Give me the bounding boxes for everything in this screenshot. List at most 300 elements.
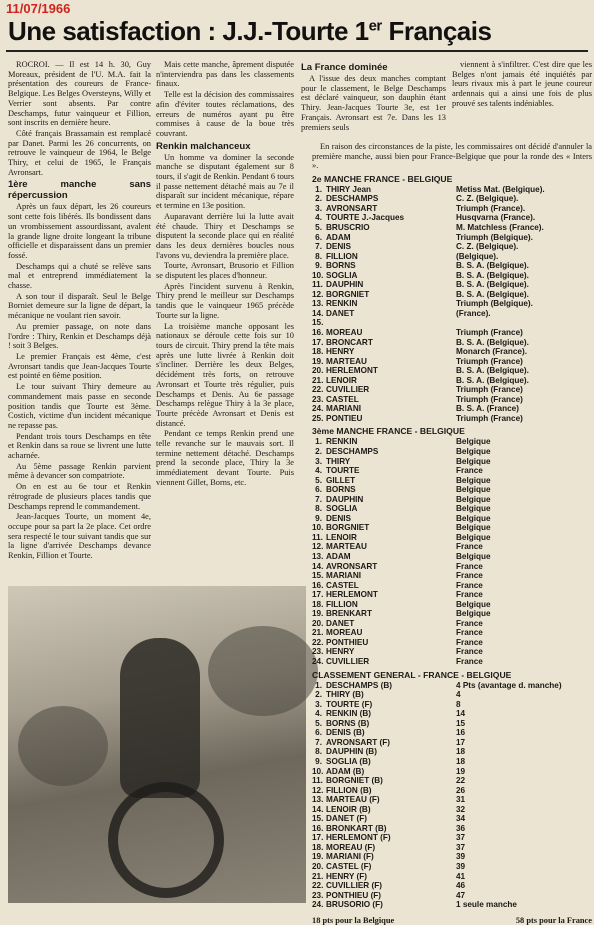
result-detail: M. Matchless (France). bbox=[456, 222, 544, 232]
result-name: MOREAU (F) bbox=[326, 842, 376, 852]
result-row bbox=[312, 299, 592, 309]
result-rank: 20. bbox=[312, 366, 324, 376]
result-row bbox=[312, 185, 592, 195]
result-row bbox=[312, 891, 592, 901]
result-name: PONTHIEU (F) bbox=[326, 890, 382, 900]
result-name: DESCHAMPS bbox=[326, 194, 379, 204]
result-detail: France bbox=[456, 580, 483, 590]
paragraph: Un homme va dominer la seconde manche se disputant également sur 8 tours, il s'agit de Renkin. Pendant 6 tours il passe nettement détaché mais au 7e il disparaît sur incident mécanique, répare et termine en 13e position. bbox=[156, 152, 294, 211]
headline-rule bbox=[6, 50, 588, 52]
race-photo bbox=[8, 586, 306, 903]
results-box bbox=[312, 142, 592, 925]
result-rank: 20. bbox=[312, 618, 324, 628]
result-detail: B. S. A. (Belgique). bbox=[456, 366, 529, 376]
result-rank: 7. bbox=[315, 494, 322, 504]
result-rank: 1. bbox=[315, 184, 322, 194]
result-row bbox=[312, 786, 592, 796]
result-row bbox=[312, 414, 592, 424]
result-row bbox=[312, 647, 592, 657]
result-detail: France bbox=[456, 637, 483, 647]
result-row bbox=[312, 404, 592, 414]
result-rank: 2. bbox=[315, 690, 322, 700]
result-detail: B. S. A. (Belgique). bbox=[456, 337, 529, 347]
result-rank: 22. bbox=[312, 385, 324, 395]
motorcycle-wheel-shape bbox=[108, 782, 224, 898]
result-detail: Belgique bbox=[456, 447, 491, 456]
result-rank: 25. bbox=[312, 413, 324, 423]
result-name: BORNS bbox=[326, 485, 356, 495]
result-detail: (Belgique). bbox=[456, 251, 499, 261]
paragraph: Au premier passage, on note dans l'ordre : Thiry, Renkin et Deschamps déjà ! soit 3 Belges. bbox=[8, 321, 151, 351]
result-row bbox=[312, 466, 592, 476]
paragraph: A son tour il disparaît. Seul le Belge Borniet demeure sur la ligne de départ, la mécanique ne voulant rien savoir. bbox=[8, 291, 151, 321]
result-name: MARTEAU bbox=[326, 542, 367, 552]
article-column-2 bbox=[156, 60, 294, 555]
result-name: TOURTE J.-Jacques bbox=[326, 213, 405, 223]
paragraph: A l'issue des deux manches comptant pour le classement, le Belge Deschamps est déclaré vainqueur, son dauphin étant Thiry. Jean-Jacques Tourte 3e, est 1er Français. Avronsart est 7e. Dans les 13 premiers seuls bbox=[301, 74, 446, 132]
result-rank: 13. bbox=[312, 299, 324, 309]
result-detail: Belgique bbox=[456, 599, 491, 609]
result-detail: 17 bbox=[456, 737, 466, 747]
result-row bbox=[312, 814, 592, 824]
result-name: MARIANI bbox=[326, 404, 362, 414]
paragraph: Mais cette manche, âprement disputée n'interviendra pas dans les classements finaux. bbox=[156, 60, 294, 89]
result-rank: 24. bbox=[312, 404, 324, 414]
result-row bbox=[312, 318, 592, 328]
result-name: ADAM bbox=[326, 552, 351, 562]
result-rank: 19. bbox=[312, 609, 324, 619]
result-row bbox=[312, 271, 592, 281]
result-rank: 5. bbox=[315, 222, 322, 232]
result-detail bbox=[456, 318, 592, 328]
paragraph: Après un faux départ, les 26 coureurs sont cette fois libérés. Ils bondissent dans un vrombissement assourdissant, avalent la grande ligne droite longeant la tribune officielle et disparaissent dans un premier fossé. bbox=[8, 202, 151, 260]
result-row bbox=[312, 581, 592, 591]
result-name: THIRY Jean bbox=[326, 184, 372, 194]
result-detail: 4 Pts (avantage d. manche) bbox=[456, 680, 562, 690]
result-name: MOREAU bbox=[326, 327, 363, 337]
result-row bbox=[312, 204, 592, 214]
paragraph: Après l'incident survenu à Renkin, Thiry prend le meilleur sur Deschamps tandis que le vainqueur 1965 précède Tourte sur la ligne. bbox=[156, 281, 294, 320]
result-name: THIRY (B) bbox=[326, 690, 364, 700]
result-row bbox=[312, 242, 592, 252]
result-rank: 6. bbox=[315, 485, 322, 495]
result-row bbox=[312, 523, 592, 533]
result-name: LENOIR bbox=[326, 532, 357, 542]
result-name: CUVILLIER bbox=[326, 657, 370, 667]
result-row bbox=[312, 338, 592, 348]
result-name bbox=[326, 318, 456, 328]
result-name: BORGNIET (B) bbox=[326, 776, 383, 786]
result-detail: France bbox=[456, 628, 483, 638]
result-detail: France bbox=[456, 542, 483, 552]
result-row bbox=[312, 309, 592, 319]
result-detail: 19 bbox=[456, 766, 466, 776]
result-row bbox=[312, 223, 592, 233]
result-detail: 36 bbox=[456, 823, 466, 833]
result-row bbox=[312, 542, 592, 552]
headline bbox=[8, 16, 592, 47]
result-row bbox=[312, 776, 592, 786]
result-rank: 10. bbox=[312, 766, 324, 776]
result-rank: 13. bbox=[312, 795, 324, 805]
result-detail: 1 seule manche bbox=[456, 900, 517, 910]
result-row bbox=[312, 805, 592, 815]
results-intro: En raison des circonstances de la piste, les commissaires ont décidé d'annuler la première manche, aussi bien pour France-Belgique que pour la ronde des « Inters ». bbox=[312, 142, 592, 171]
result-rank: 18. bbox=[312, 347, 324, 357]
result-detail: Monarch (France). bbox=[456, 347, 527, 357]
result-row bbox=[312, 233, 592, 243]
results-list-manche-3 bbox=[312, 437, 592, 666]
headline-superscript: er bbox=[368, 17, 382, 35]
motorcycle-rider-shape bbox=[120, 638, 200, 798]
result-name: CASTEL bbox=[326, 394, 359, 404]
result-rank: 24. bbox=[312, 657, 324, 667]
results-list-general bbox=[312, 681, 592, 910]
article-column-1 bbox=[8, 60, 151, 580]
result-name: HERLEMONT (F) bbox=[326, 833, 391, 843]
result-row bbox=[312, 495, 592, 505]
result-row bbox=[312, 328, 592, 338]
result-detail: 47 bbox=[456, 890, 466, 900]
result-row bbox=[312, 862, 592, 872]
paragraph: Au 5ème passage Renkin parvient même à devancer son compatriote. bbox=[8, 461, 151, 481]
results-heading-manche-2: 2e MANCHE FRANCE - BELGIQUE bbox=[312, 173, 453, 184]
result-name: SOGLIA (B) bbox=[326, 756, 371, 766]
result-name: BRONCART bbox=[326, 337, 373, 347]
result-name: PONTHIEU bbox=[326, 637, 369, 647]
result-row bbox=[312, 590, 592, 600]
result-detail: Triumph (France) bbox=[456, 385, 523, 395]
result-rank: 3. bbox=[315, 203, 322, 213]
result-detail: France bbox=[456, 647, 483, 657]
result-detail: 18 bbox=[456, 747, 466, 757]
result-row bbox=[312, 709, 592, 719]
result-rank: 7. bbox=[315, 737, 322, 747]
result-rank: 2. bbox=[315, 194, 322, 204]
result-name: MARTEAU bbox=[326, 356, 367, 366]
result-name: TOURTE bbox=[326, 466, 360, 476]
subheading: La France dominée bbox=[301, 62, 388, 73]
result-row bbox=[312, 194, 592, 204]
paragraph: viennent à s'infiltrer. C'est dire que les Belges n'ont jamais été inquiétés par leurs rivaux mis à part le jeune coureur ardennais qui a ainsi une fois de plus prouvé ses talents indéniables. bbox=[452, 60, 592, 108]
result-name: HERLEMONT bbox=[326, 590, 378, 600]
result-detail: Belgique bbox=[456, 523, 491, 533]
result-rank: 5. bbox=[315, 475, 322, 485]
result-detail: Belgique bbox=[456, 504, 491, 514]
result-detail: Triumph (France) bbox=[456, 394, 523, 404]
result-detail: 34 bbox=[456, 814, 466, 824]
result-name: DAUPHIN bbox=[326, 494, 364, 504]
result-detail: B. S. A. (France) bbox=[456, 404, 519, 414]
paragraph: La troisième manche opposant les nationaux se déroule cette fois sur 10 tours de circuit. Thiry prend la tête mais après une lutte livrée à Renkin doit s'incliner. Derrière les deux Belges, décidément très forts, on retrouve Avronsart et Tourte très régulier, puis Deschamps et Denis. Au 6e passage Deschamps relègue Thiry à la 3e place, Tourte précède Avronsart et Denis est distancé. bbox=[156, 321, 294, 428]
result-row bbox=[312, 767, 592, 777]
result-rank: 11. bbox=[312, 280, 323, 290]
result-name: ADAM (B) bbox=[326, 766, 365, 776]
result-name: HENRY (F) bbox=[326, 871, 367, 881]
result-row bbox=[312, 638, 592, 648]
result-row bbox=[312, 447, 592, 457]
result-rank: 9. bbox=[315, 261, 322, 271]
paragraph: ROCROI. — Il est 14 h. 30, Guy Moreaux, président de l'U. M.A. fait la présentation des coureurs de France-Belgique. Les Belges Oversteyns, Willy et Verrier sont absents. Par contre Deschamps, futur vainqueur et Fillion, sont inscrits en dernière heure. bbox=[8, 60, 151, 128]
result-name: BRUSCRIO bbox=[326, 222, 370, 232]
result-name: AVRONSART bbox=[326, 203, 378, 213]
result-name: DANET (F) bbox=[326, 814, 367, 824]
result-row bbox=[312, 700, 592, 710]
result-rank: 17. bbox=[312, 337, 324, 347]
subheading: Renkin malchanceux bbox=[156, 140, 251, 152]
result-name: RENKIN bbox=[326, 299, 358, 309]
result-name: HERLEMONT bbox=[326, 366, 378, 376]
result-row bbox=[312, 504, 592, 514]
result-rank: 7. bbox=[315, 242, 322, 252]
result-detail: (France). bbox=[456, 308, 491, 318]
result-row bbox=[312, 747, 592, 757]
result-rank: 6. bbox=[315, 728, 322, 738]
result-name: GILLET bbox=[326, 475, 356, 485]
result-rank: 17. bbox=[312, 833, 324, 843]
result-rank: 8. bbox=[315, 747, 322, 757]
result-name: DENIS (B) bbox=[326, 728, 365, 738]
result-rank: 13. bbox=[312, 552, 324, 562]
result-row bbox=[312, 681, 592, 691]
result-row bbox=[312, 609, 592, 619]
result-name: DANET bbox=[326, 618, 355, 628]
paragraph: Auparavant derrière lui la lutte avait été chaude. Thiry et Deschamps se disputent la seconde place qui en réalité dans les deux dernières boucles nous l'avons vu, deviendra la première place. bbox=[156, 211, 294, 260]
result-detail: 22 bbox=[456, 776, 466, 786]
paragraph: On en est au 6e tour et Renkin rétrograde de plusieurs places tandis que Deschamps reprend le commandement. bbox=[8, 482, 151, 511]
result-name: BORGNIET bbox=[326, 289, 370, 299]
result-detail: 39 bbox=[456, 861, 466, 871]
result-name: DANET bbox=[326, 308, 355, 318]
result-rank: 12. bbox=[312, 785, 324, 795]
result-rank: 4. bbox=[315, 466, 322, 476]
result-rank: 6. bbox=[315, 232, 322, 242]
result-name: TOURTE (F) bbox=[326, 699, 373, 709]
results-list-manche-2 bbox=[312, 185, 592, 424]
paragraph: Côté français Brassamain est remplacé par Danet. Parmi les 26 concurrents, on retrouve le vainqueur de 1964, le Belge Thiry, et celui de 1965, le Français Avronsart. bbox=[8, 128, 151, 177]
result-name: SOGLIA bbox=[326, 504, 358, 514]
result-detail: Triumph (Belgique). bbox=[456, 299, 533, 309]
result-detail: Triumph (France) bbox=[456, 327, 523, 337]
result-detail: 26 bbox=[456, 785, 466, 795]
photo-background-shape bbox=[18, 706, 108, 786]
result-row bbox=[312, 628, 592, 638]
results-heading-manche-3: 3ème MANCHE FRANCE - BELGIQUE bbox=[312, 426, 465, 437]
result-rank: 22. bbox=[312, 637, 324, 647]
result-detail: Belgique bbox=[456, 485, 491, 495]
result-name: PONTIEU bbox=[326, 413, 363, 423]
article-column-3 bbox=[301, 60, 446, 138]
result-name: BORNS (B) bbox=[326, 718, 370, 728]
result-detail: C. Z. (Belgique). bbox=[456, 242, 519, 252]
result-rank: 17. bbox=[312, 590, 324, 600]
result-detail: France bbox=[456, 466, 483, 476]
result-row bbox=[312, 261, 592, 271]
result-detail: France bbox=[456, 657, 483, 667]
result-detail: 8 bbox=[456, 699, 461, 709]
result-rank: 20. bbox=[312, 861, 324, 871]
result-name: BRUSORIO (F) bbox=[326, 900, 383, 910]
result-detail: 18 bbox=[456, 756, 466, 766]
result-name: LENOIR (B) bbox=[326, 804, 371, 814]
result-name: MARTEAU (F) bbox=[326, 795, 380, 805]
result-rank: 3. bbox=[315, 456, 322, 466]
paragraph: Le tour suivant Thiry demeure au commandement mais passe en seconde position tandis que Tourte est 3ème. Costich, victime d'un incident mécanique ne repasse pas. bbox=[8, 382, 151, 430]
result-name: DAUPHIN (B) bbox=[326, 747, 377, 757]
result-rank: 14. bbox=[312, 308, 324, 318]
paragraph: Pendant trois tours Deschamps en tête et Renkin dans sa roue se livrent une lutte acharnée. bbox=[8, 431, 151, 461]
result-detail: 14 bbox=[456, 709, 466, 719]
result-row bbox=[312, 738, 592, 748]
paragraph: Jean-Jacques Tourte, un moment 4e, occupe pour sa part la 2e place. Cet ordre sera respecté le tour suivant tandis que sur la ligne d'arrivée Deschamps devance Renkin, Fillion et Tourte. bbox=[8, 512, 151, 561]
subheading: 1ère manche sans répercussion bbox=[8, 179, 151, 202]
result-row bbox=[312, 252, 592, 262]
result-rank: 15. bbox=[312, 318, 324, 328]
result-detail: Triumph (France) bbox=[456, 413, 523, 423]
result-detail: 15 bbox=[456, 718, 466, 728]
result-detail: B. S. A. (Belgique). bbox=[456, 280, 529, 290]
result-row bbox=[312, 280, 592, 290]
result-name: CUVILLIER (F) bbox=[326, 881, 382, 891]
result-rank: 12. bbox=[312, 542, 324, 552]
headline-end: Français bbox=[381, 16, 492, 46]
result-detail: 31 bbox=[456, 795, 466, 805]
result-detail: C. Z. (Belgique). bbox=[456, 194, 519, 204]
result-detail: France bbox=[456, 618, 483, 628]
result-detail: Triumph (France) bbox=[456, 356, 523, 366]
result-row bbox=[312, 600, 592, 610]
result-rank: 21. bbox=[312, 375, 324, 385]
result-row bbox=[312, 562, 592, 572]
result-detail: Belgique bbox=[456, 609, 491, 619]
article-column-4 bbox=[452, 60, 592, 138]
result-name: DENIS bbox=[326, 513, 352, 523]
result-detail: 16 bbox=[456, 728, 466, 738]
paragraph: Deschamps qui a chuté se relève sans mal et entreprend immédiatement la chasse. bbox=[8, 261, 151, 291]
photo-background-shape bbox=[208, 626, 318, 716]
result-rank: 8. bbox=[315, 504, 322, 514]
result-rank: 11. bbox=[312, 776, 323, 786]
result-row bbox=[312, 728, 592, 738]
result-name: AVRONSART bbox=[326, 561, 378, 571]
points-belgium: 18 pts pour la Belgique bbox=[312, 915, 395, 925]
result-row bbox=[312, 881, 592, 891]
result-row bbox=[312, 485, 592, 495]
result-rank: 1. bbox=[315, 680, 322, 690]
paragraph: Tourte, Avronsart, Brusorio et Fillion se disputent les places d'honneur. bbox=[156, 261, 294, 281]
result-rank: 18. bbox=[312, 599, 324, 609]
result-rank: 23. bbox=[312, 394, 324, 404]
result-rank: 14. bbox=[312, 561, 324, 571]
clipping-date: 11/07/1966 bbox=[6, 1, 71, 16]
result-rank: 9. bbox=[315, 756, 322, 766]
result-name: MOREAU bbox=[326, 628, 363, 638]
result-rank: 12. bbox=[312, 289, 324, 299]
result-row bbox=[312, 852, 592, 862]
result-detail: B. S. A. (Belgique). bbox=[456, 375, 529, 385]
result-row bbox=[312, 366, 592, 376]
result-name: SOGLIA bbox=[326, 270, 358, 280]
result-row bbox=[312, 290, 592, 300]
result-row bbox=[312, 457, 592, 467]
result-rank: 10. bbox=[312, 523, 324, 533]
result-detail: 37 bbox=[456, 833, 466, 843]
result-rank: 14. bbox=[312, 804, 324, 814]
result-row bbox=[312, 833, 592, 843]
result-row bbox=[312, 385, 592, 395]
result-row bbox=[312, 476, 592, 486]
result-detail: Husqvarna (France). bbox=[456, 213, 536, 223]
result-row bbox=[312, 552, 592, 562]
result-detail: Triumph (Belgique). bbox=[456, 232, 533, 242]
result-row bbox=[312, 376, 592, 386]
result-detail: Belgique bbox=[456, 456, 491, 466]
points-france: 58 pts pour la France bbox=[515, 915, 592, 925]
result-row bbox=[312, 357, 592, 367]
result-rank: 19. bbox=[312, 852, 324, 862]
result-detail: 4 bbox=[456, 690, 461, 700]
result-rank: 8. bbox=[315, 251, 322, 261]
result-name: BRENKART bbox=[326, 609, 372, 619]
result-rank: 21. bbox=[312, 628, 324, 638]
result-row bbox=[312, 795, 592, 805]
result-rank: 1. bbox=[315, 437, 322, 447]
result-name: DAUPHIN bbox=[326, 280, 364, 290]
result-rank: 15. bbox=[312, 814, 324, 824]
result-name: DENIS bbox=[326, 242, 352, 252]
result-row bbox=[312, 213, 592, 223]
result-rank: 19. bbox=[312, 356, 324, 366]
result-detail: 32 bbox=[456, 804, 466, 814]
result-rank: 3. bbox=[315, 699, 322, 709]
result-row bbox=[312, 395, 592, 405]
result-rank: 2. bbox=[315, 447, 322, 456]
result-name: BORNS bbox=[326, 261, 356, 271]
result-rank: 18. bbox=[312, 842, 324, 852]
headline-main: Une satisfaction : J.J.-Tourte 1 bbox=[8, 16, 369, 46]
result-detail: B. S. A. (Belgique). bbox=[456, 261, 529, 271]
result-name: MARIANI bbox=[326, 571, 362, 581]
result-name: HENRY bbox=[326, 647, 355, 657]
result-name: AVRONSART (F) bbox=[326, 737, 390, 747]
result-rank: 23. bbox=[312, 890, 324, 900]
result-detail: Metiss Mat. (Belgique). bbox=[456, 184, 545, 194]
result-rank: 24. bbox=[312, 900, 324, 910]
result-detail: Belgique bbox=[456, 475, 491, 485]
result-detail: Belgique bbox=[456, 494, 491, 504]
result-name: MARIANI (F) bbox=[326, 852, 374, 862]
result-name: RENKIN bbox=[326, 437, 358, 447]
result-rank: 4. bbox=[315, 709, 322, 719]
result-rank: 11. bbox=[312, 532, 323, 542]
paragraph: Pendant ce temps Renkin prend une telle revanche sur le mauvais sort. Il termine nettement détaché. Deschamps prend la seconde place, Thiry la 3e immédiatement devant Tourte. Puis viennent Gillet, Borns, etc. bbox=[156, 429, 294, 487]
result-name: BRONKART (B) bbox=[326, 823, 387, 833]
result-row bbox=[312, 757, 592, 767]
result-row bbox=[312, 514, 592, 524]
result-rank: 23. bbox=[312, 647, 324, 657]
result-detail: B. S. A. (Belgique). bbox=[456, 289, 529, 299]
result-row bbox=[312, 657, 592, 667]
result-name: ADAM bbox=[326, 232, 351, 242]
result-row bbox=[312, 719, 592, 729]
result-name: RENKIN (B) bbox=[326, 709, 372, 719]
result-name: CUVILLIER bbox=[326, 385, 370, 395]
result-row bbox=[312, 824, 592, 834]
result-row bbox=[312, 533, 592, 543]
result-detail: France bbox=[456, 590, 483, 600]
result-name: LENOIR bbox=[326, 375, 357, 385]
result-detail: Belgique bbox=[456, 552, 491, 562]
